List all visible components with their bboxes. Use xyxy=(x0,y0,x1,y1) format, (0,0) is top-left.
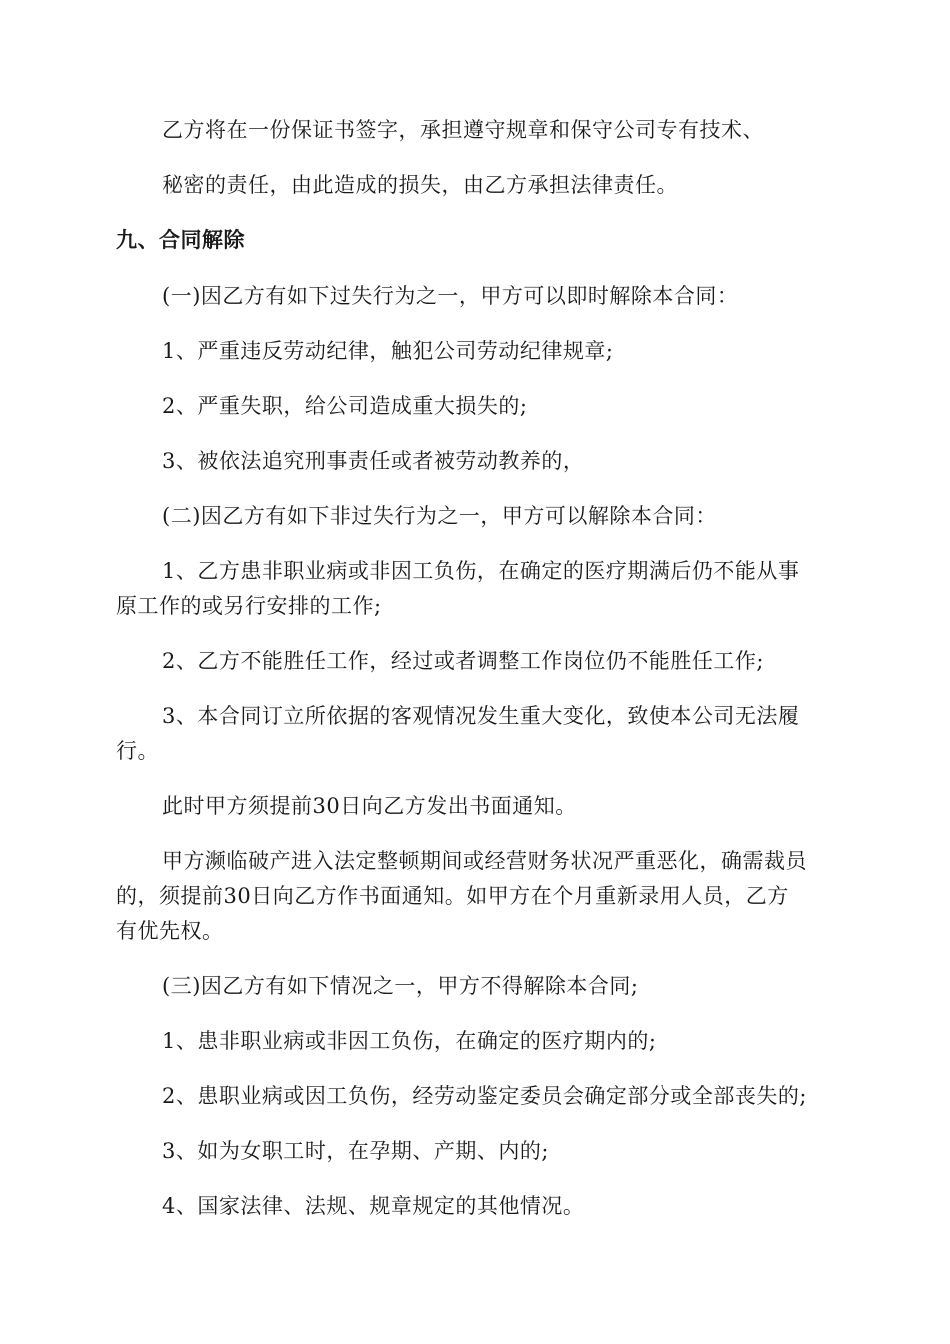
layoff-paragraph-line-1: 甲方濒临破产进入法定整顿期间或经营财务状况严重恶化，确需裁员 xyxy=(162,849,807,873)
paragraph-guarantee-line-2: 秘密的责任，由此造成的损失，由乙方承担法律责任。 xyxy=(162,173,678,197)
subsection-2-item-1-line-1: 1、乙方患非职业病或非因工负伤，在确定的医疗期满后仍不能从事 xyxy=(162,559,800,583)
subsection-1-item-2: 2、严重失职，给公司造成重大损失的; xyxy=(162,394,528,418)
subsection-2-item-2: 2、乙方不能胜任工作，经过或者调整工作岗位仍不能胜任工作; xyxy=(162,649,764,673)
subsection-3-item-4: 4、国家法律、法规、规章规定的其他情况。 xyxy=(162,1194,585,1218)
notice-paragraph: 此时甲方须提前30日向乙方发出书面通知。 xyxy=(162,794,577,818)
subsection-1-item-3: 3、被依法追究刑事责任或者被劳动教养的， xyxy=(162,449,585,473)
subsection-2-item-3-line-1: 3、本合同订立所依据的客观情况发生重大变化，致使本公司无法履 xyxy=(162,704,800,728)
subsection-3-item-1: 1、患非职业病或非因工负伤，在确定的医疗期内的; xyxy=(162,1029,657,1053)
subsection-3-item-2: 2、患职业病或因工负伤，经劳动鉴定委员会确定部分或全部丧失的; xyxy=(162,1084,807,1108)
layoff-paragraph-line-3: 有优先权。 xyxy=(116,919,224,943)
subsection-1-item-1: 1、严重违反劳动纪律，触犯公司劳动纪律规章; xyxy=(162,339,614,363)
paragraph-guarantee-line-1: 乙方将在一份保证书签字，承担遵守规章和保守公司专有技术、 xyxy=(162,118,764,142)
subsection-2-item-3-line-2: 行。 xyxy=(116,739,159,763)
subsection-1-heading: (一)因乙方有如下过失行为之一，甲方可以即时解除本合同： xyxy=(162,284,739,308)
subsection-3-item-3: 3、如为女职工时，在孕期、产期、内的; xyxy=(162,1139,549,1163)
subsection-3-heading: (三)因乙方有如下情况之一，甲方不得解除本合同; xyxy=(162,974,639,998)
subsection-2-heading: (二)因乙方有如下非过失行为之一，甲方可以解除本合同： xyxy=(162,504,717,528)
subsection-2-item-1-line-2: 原工作的或另行安排的工作; xyxy=(116,594,382,618)
section-heading-termination: 九、合同解除 xyxy=(116,228,245,252)
layoff-paragraph-line-2: 的，须提前30日向乙方作书面通知。如甲方在个月重新录用人员，乙方 xyxy=(116,884,789,908)
